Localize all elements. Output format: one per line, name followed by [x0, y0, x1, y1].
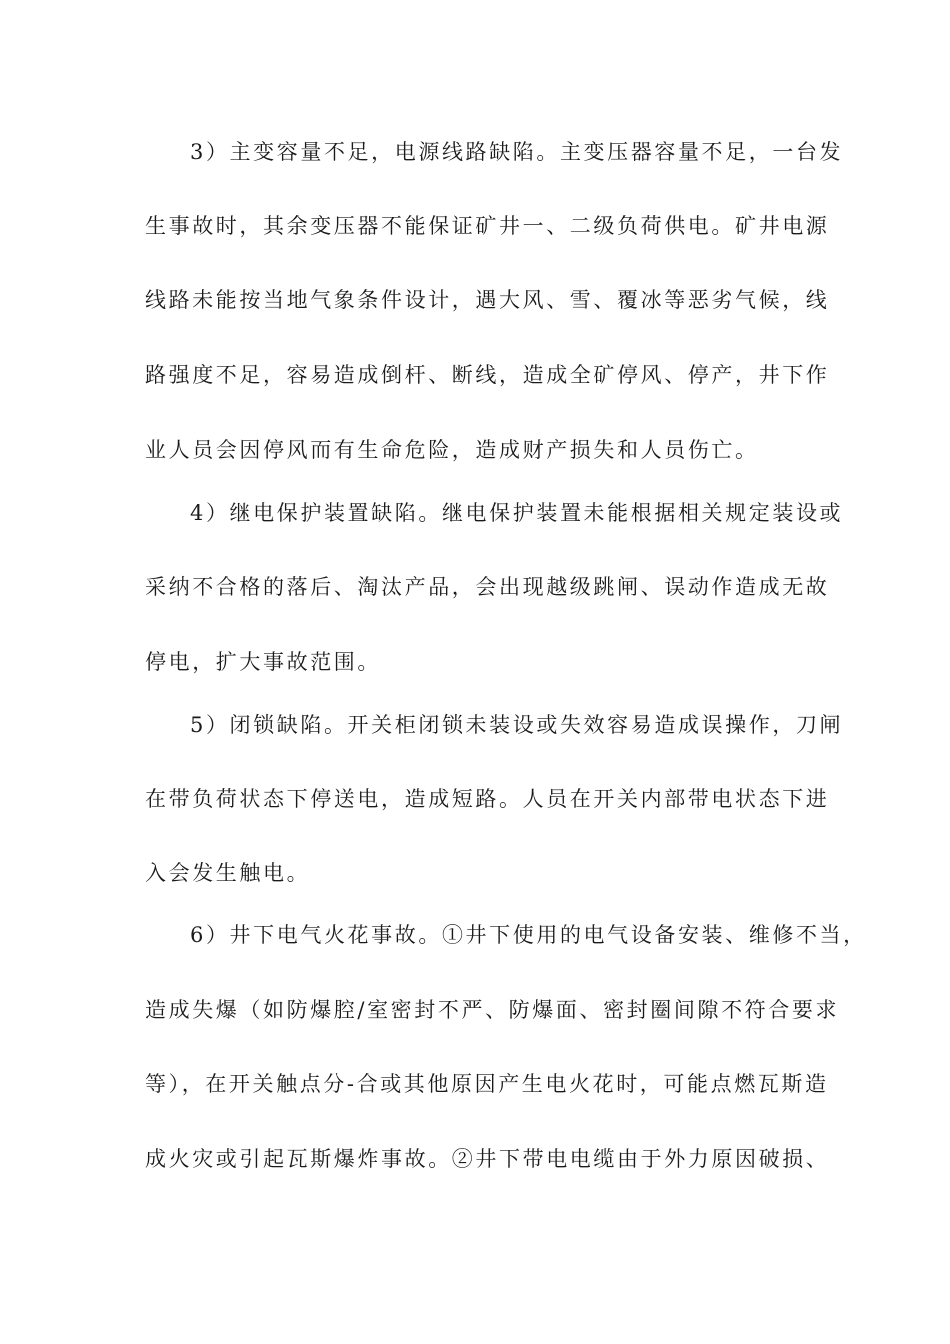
paragraph-4-line-3: 停电，扩大事故范围。: [145, 650, 381, 674]
paragraph-6-line-1: 6）井下电气火花事故。①井下使用的电气设备安装、维修不当，: [190, 923, 867, 947]
paragraph-3-line-4: 路强度不足，容易造成倒杆、断线，造成全矿停风、停产，井下作: [145, 363, 830, 387]
paragraph-3-line-3: 线路未能按当地气象条件设计，遇大风、雪、覆冰等恶劣气候，线: [145, 288, 830, 312]
paragraph-3-line-1: 3）主变容量不足，电源线路缺陷。主变压器容量不足，一台发: [190, 140, 844, 164]
paragraph-5-line-2: 在带负荷状态下停送电，造成短路。人员在开关内部带电状态下进: [145, 787, 830, 811]
paragraph-3-line-2: 生事故时，其余变压器不能保证矿井一、二级负荷供电。矿井电源: [145, 214, 830, 238]
paragraph-5-line-1: 5）闭锁缺陷。开关柜闭锁未装设或失效容易造成误操作，刀闸: [190, 713, 844, 737]
paragraph-3-line-5: 业人员会因停风而有生命危险，造成财产损失和人员伤亡。: [145, 438, 759, 462]
paragraph-6-line-4: 成火灾或引起瓦斯爆炸事故。②井下带电电缆由于外力原因破损、: [145, 1147, 830, 1171]
paragraph-6-line-2: 造成失爆（如防爆腔/室密封不严、防爆面、密封圈间隙不符合要求: [145, 998, 840, 1022]
paragraph-4-line-1: 4）继电保护装置缺陷。继电保护装置未能根据相关规定装设或: [190, 501, 844, 525]
paragraph-6-line-3: 等），在开关触点分-合或其他原因产生电火花时，可能点燃瓦斯造: [145, 1072, 829, 1096]
paragraph-4-line-2: 采纳不合格的落后、淘汰产品，会出现越级跳闸、误动作造成无故: [145, 575, 830, 599]
paragraph-5-line-3: 入会发生触电。: [145, 861, 311, 885]
